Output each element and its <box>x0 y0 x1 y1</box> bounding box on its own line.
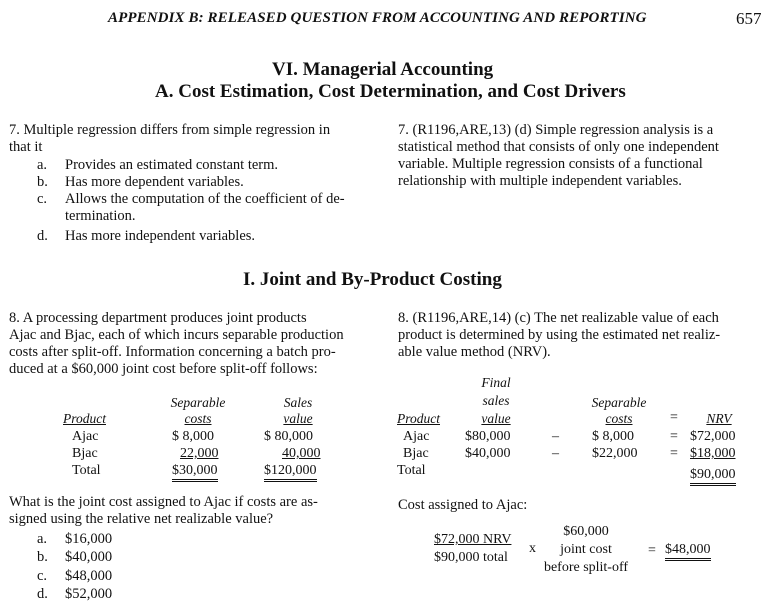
calc-numerator: $72,000 NRV <box>434 532 512 547</box>
nrv-row-bjac-value: $40,000 <box>465 446 511 461</box>
nrv-row-ajac-minus: – <box>552 429 559 444</box>
q8-col-value-header: value <box>283 411 313 426</box>
option-text: $40,000 <box>65 549 113 565</box>
option-letter: d. <box>37 586 48 602</box>
running-header-title: APPENDIX B: RELEASED QUESTION FROM ACCOUNTING AND REPORTING <box>108 10 647 26</box>
calc-times: x <box>529 541 536 556</box>
section-heading-joint-costing: I. Joint and By-Product Costing <box>243 269 502 290</box>
calc-before-split-off-label: before split-off <box>543 560 629 575</box>
nrv-col-costs-header: costs <box>605 411 633 426</box>
option-letter: a. <box>37 157 48 173</box>
nrv-row-ajac-equals: = <box>670 429 678 444</box>
nrv-col-sales-header: sales <box>482 393 510 408</box>
q8-row-bjac-costs: 22,000 <box>180 446 219 461</box>
q7-answer-line-3: variable. Multiple regression consists of a functional <box>398 156 703 172</box>
q8-answer-line-1: 8. (R1196,ARE,14) (c) The net realizable value of each <box>398 310 719 326</box>
option-letter: c. <box>37 568 48 584</box>
nrv-col-nrv-header: NRV <box>706 411 732 426</box>
option-text: Allows the computation of the coefficient of de- <box>65 191 345 207</box>
q8-col-costs-header: costs <box>184 411 212 426</box>
q8-row-ajac-costs: $ 8,000 <box>172 429 214 444</box>
nrv-col-final-header: Final <box>481 375 511 390</box>
q8-option-b <box>37 549 112 566</box>
option-letter: b. <box>37 174 48 190</box>
q8-option-d <box>37 586 112 603</box>
nrv-row-bjac-equals: = <box>670 446 678 461</box>
q8-row-ajac-product: Ajac <box>72 429 99 444</box>
q8-col-separable-header: Separable <box>170 395 226 410</box>
q8-row-bjac-value: 40,000 <box>282 446 321 461</box>
q8-row-ajac-value: $ 80,000 <box>264 429 313 444</box>
q8-row-total-value: $120,000 <box>264 463 317 482</box>
nrv-col-separable-header: Separable <box>591 395 647 410</box>
nrv-row-ajac-nrv: $72,000 <box>690 429 736 444</box>
q8-answer-line-2: product is determined by using the estimated net realiz- <box>398 327 721 343</box>
calc-result: $48,000 <box>665 542 711 561</box>
calc-equals: = <box>648 543 656 558</box>
q8-question-line-1: What is the joint cost assigned to Ajac if costs are as- <box>9 494 318 510</box>
q7-option-c <box>37 191 345 208</box>
q8-option-a <box>37 531 112 548</box>
nrv-row-bjac-product: Bjac <box>403 446 429 461</box>
subsection-heading-cost-estimation: A. Cost Estimation, Cost Determination, and Cost Drivers <box>155 81 626 102</box>
q7-option-c-continued <box>37 208 135 225</box>
option-text: termination. <box>65 208 136 224</box>
calc-joint-cost-amount: $60,000 <box>563 524 609 539</box>
q8-col-product-header: Product <box>63 411 106 426</box>
calc-joint-cost-label: joint cost <box>560 542 612 557</box>
option-letter: c. <box>37 191 48 207</box>
nrv-row-ajac-costs: $ 8,000 <box>592 429 634 444</box>
q7-answer-line-2: statistical method that consists of only one independent <box>398 139 719 155</box>
q8-option-c <box>37 568 112 585</box>
nrv-row-bjac-costs: $22,000 <box>592 446 638 461</box>
q8-row-bjac-product: Bjac <box>72 446 98 461</box>
q7-answer-line-4: relationship with multiple independent variables. <box>398 173 682 189</box>
option-text: $16,000 <box>65 531 113 547</box>
option-letter: d. <box>37 228 48 244</box>
calc-denominator: $90,000 total <box>434 550 508 565</box>
calc-label: Cost assigned to Ajac: <box>398 497 528 513</box>
q7-stem-line-2: that it <box>9 139 43 155</box>
q8-question-line-2: signed using the relative net realizable value? <box>9 511 274 527</box>
option-letter: b. <box>37 549 48 565</box>
q8-answer-line-3: able value method (NRV). <box>398 344 551 360</box>
nrv-row-bjac-nrv: $18,000 <box>690 446 736 461</box>
option-text: $52,000 <box>65 586 113 602</box>
nrv-row-total-product: Total <box>397 463 426 478</box>
option-text: Provides an estimated constant term. <box>65 157 279 173</box>
q8-stem-line-1: 8. A processing department produces joint products <box>9 310 307 326</box>
q8-row-total-costs: $30,000 <box>172 463 218 482</box>
q7-option-a <box>37 157 278 174</box>
nrv-row-ajac-product: Ajac <box>403 429 430 444</box>
nrv-row-ajac-value: $80,000 <box>465 429 511 444</box>
page-number: 657 <box>736 9 762 28</box>
option-letter: a. <box>37 531 48 547</box>
option-text: $48,000 <box>65 568 113 584</box>
q7-stem-line-1: 7. Multiple regression differs from simple regression in <box>9 122 331 138</box>
q7-option-b <box>37 174 244 191</box>
nrv-header-equals: = <box>670 410 678 425</box>
q8-stem-line-3: costs after split-off. Information concerning a batch pro- <box>9 344 336 360</box>
q8-col-sales-header: Sales <box>283 395 313 410</box>
q7-option-d <box>37 228 255 245</box>
nrv-col-value-header: value <box>481 411 511 426</box>
q8-row-total-product: Total <box>72 463 101 478</box>
option-text: Has more independent variables. <box>65 228 256 244</box>
nrv-row-total-nrv: $90,000 <box>690 467 736 486</box>
nrv-col-product-header: Product <box>397 411 440 426</box>
nrv-row-bjac-minus: – <box>552 446 559 461</box>
q8-stem-line-2: Ajac and Bjac, each of which incurs separable production <box>9 327 344 343</box>
q7-answer-line-1: 7. (R1196,ARE,13) (d) Simple regression analysis is a <box>398 122 714 138</box>
q8-stem-line-4: duced at a $60,000 joint cost before split-off follows: <box>9 361 318 377</box>
section-heading-managerial: VI. Managerial Accounting <box>272 59 494 80</box>
option-text: Has more dependent variables. <box>65 174 244 190</box>
